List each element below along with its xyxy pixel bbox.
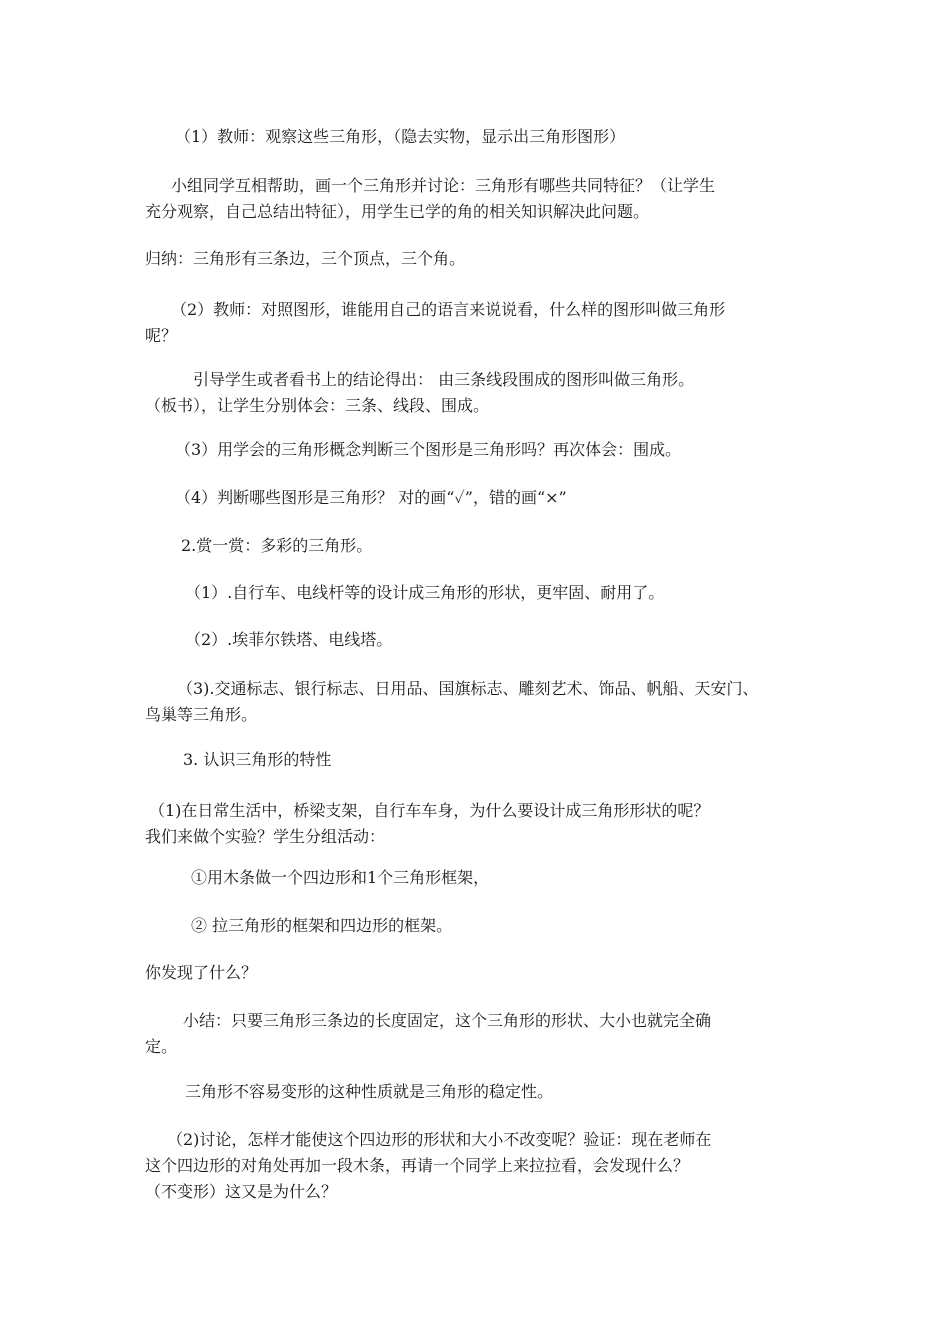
paragraph-line: （不变形）这又是为什么？ (145, 1182, 338, 1201)
paragraph-3 (145, 246, 815, 272)
paragraph-11 (145, 676, 815, 728)
paragraph-line: ② 拉三角形的框架和四边形的框架。 (191, 916, 453, 935)
paragraph-5 (145, 367, 815, 419)
paragraph-13 (145, 798, 815, 850)
paragraph-line: 充分观察，自己总结出特征），用学生已学的角的相关知识解决此问题。 (145, 202, 650, 221)
paragraph-line: 呢？ (145, 326, 178, 345)
paragraph-17 (145, 1008, 815, 1060)
paragraph-line: （1）教师：观察这些三角形，（隐去实物，显示出三角形图形） (175, 127, 626, 146)
paragraph-line: 归纳：三角形有三条边，三个顶点，三个角。 (145, 249, 466, 268)
paragraph-line: 小组同学互相帮助，画一个三角形并讨论：三角形有哪些共同特征？（让学生 (171, 176, 716, 195)
paragraph-8 (145, 533, 815, 559)
paragraph-line: 你发现了什么？ (145, 963, 258, 982)
paragraph-16 (145, 960, 815, 986)
paragraph-line: 我们来做个实验？学生分组活动： (145, 827, 386, 846)
paragraph-6 (145, 437, 815, 463)
paragraph-line: （板书），让学生分别体会：三条、线段、围成。 (145, 396, 490, 415)
paragraph-line: （3）用学会的三角形概念判断三个图形是三角形吗？再次体会：围成。 (175, 440, 682, 459)
paragraph-line: 2.赏一赏：多彩的三角形。 (181, 536, 373, 555)
paragraph-2 (145, 173, 815, 225)
paragraph-19 (145, 1127, 815, 1205)
paragraph-4 (145, 297, 815, 349)
paragraph-line: （2)讨论，怎样才能使这个四边形的形状和大小不改变呢？验证：现在老师在 (167, 1130, 712, 1149)
paragraph-line: 3. 认识三角形的特性 (183, 750, 332, 769)
paragraph-14 (145, 865, 815, 891)
paragraph-line: （1）.自行车、电线杆等的设计成三角形的形状，更牢固、耐用了。 (185, 583, 665, 602)
paragraph-line: 小结：只要三角形三条边的长度固定，这个三角形的形状、大小也就完全确 (183, 1011, 712, 1030)
paragraph-line: 三角形不容易变形的这种性质就是三角形的稳定性。 (185, 1082, 554, 1101)
paragraph-7 (145, 485, 815, 511)
paragraph-line: （1)在日常生活中，桥梁支架，自行车车身，为什么要设计成三角形形状的呢？ (149, 801, 710, 820)
paragraph-line: 引导学生或者看书上的结论得出： 由三条线段围成的图形叫做三角形。 (193, 370, 695, 389)
paragraph-line: ①用木条做一个四边形和1个三角形框架， (191, 868, 490, 887)
paragraph-line: 鸟巢等三角形。 (145, 705, 258, 724)
paragraph-line: 这个四边形的对角处再加一段木条，再请一个同学上来拉拉看，会发现什么？ (145, 1156, 690, 1175)
paragraph-line: （2）教师：对照图形，谁能用自己的语言来说说看，什么样的图形叫做三角形 (171, 300, 726, 319)
paragraph-9 (145, 580, 815, 606)
paragraph-1 (145, 124, 815, 150)
paragraph-15 (145, 913, 815, 939)
paragraph-line: 定。 (145, 1037, 178, 1056)
paragraph-18 (145, 1079, 815, 1105)
paragraph-10 (145, 627, 815, 653)
paragraph-line: （3).交通标志、银行标志、日用品、国旗标志、雕刻艺术、饰品、帆船、天安门、 (177, 679, 759, 698)
paragraph-12 (145, 747, 815, 773)
paragraph-line: （4）判断哪些图形是三角形？ 对的画“✓”，错的画“×” (175, 488, 567, 507)
paragraph-line: （2）.埃菲尔铁塔、电线塔。 (185, 630, 393, 649)
